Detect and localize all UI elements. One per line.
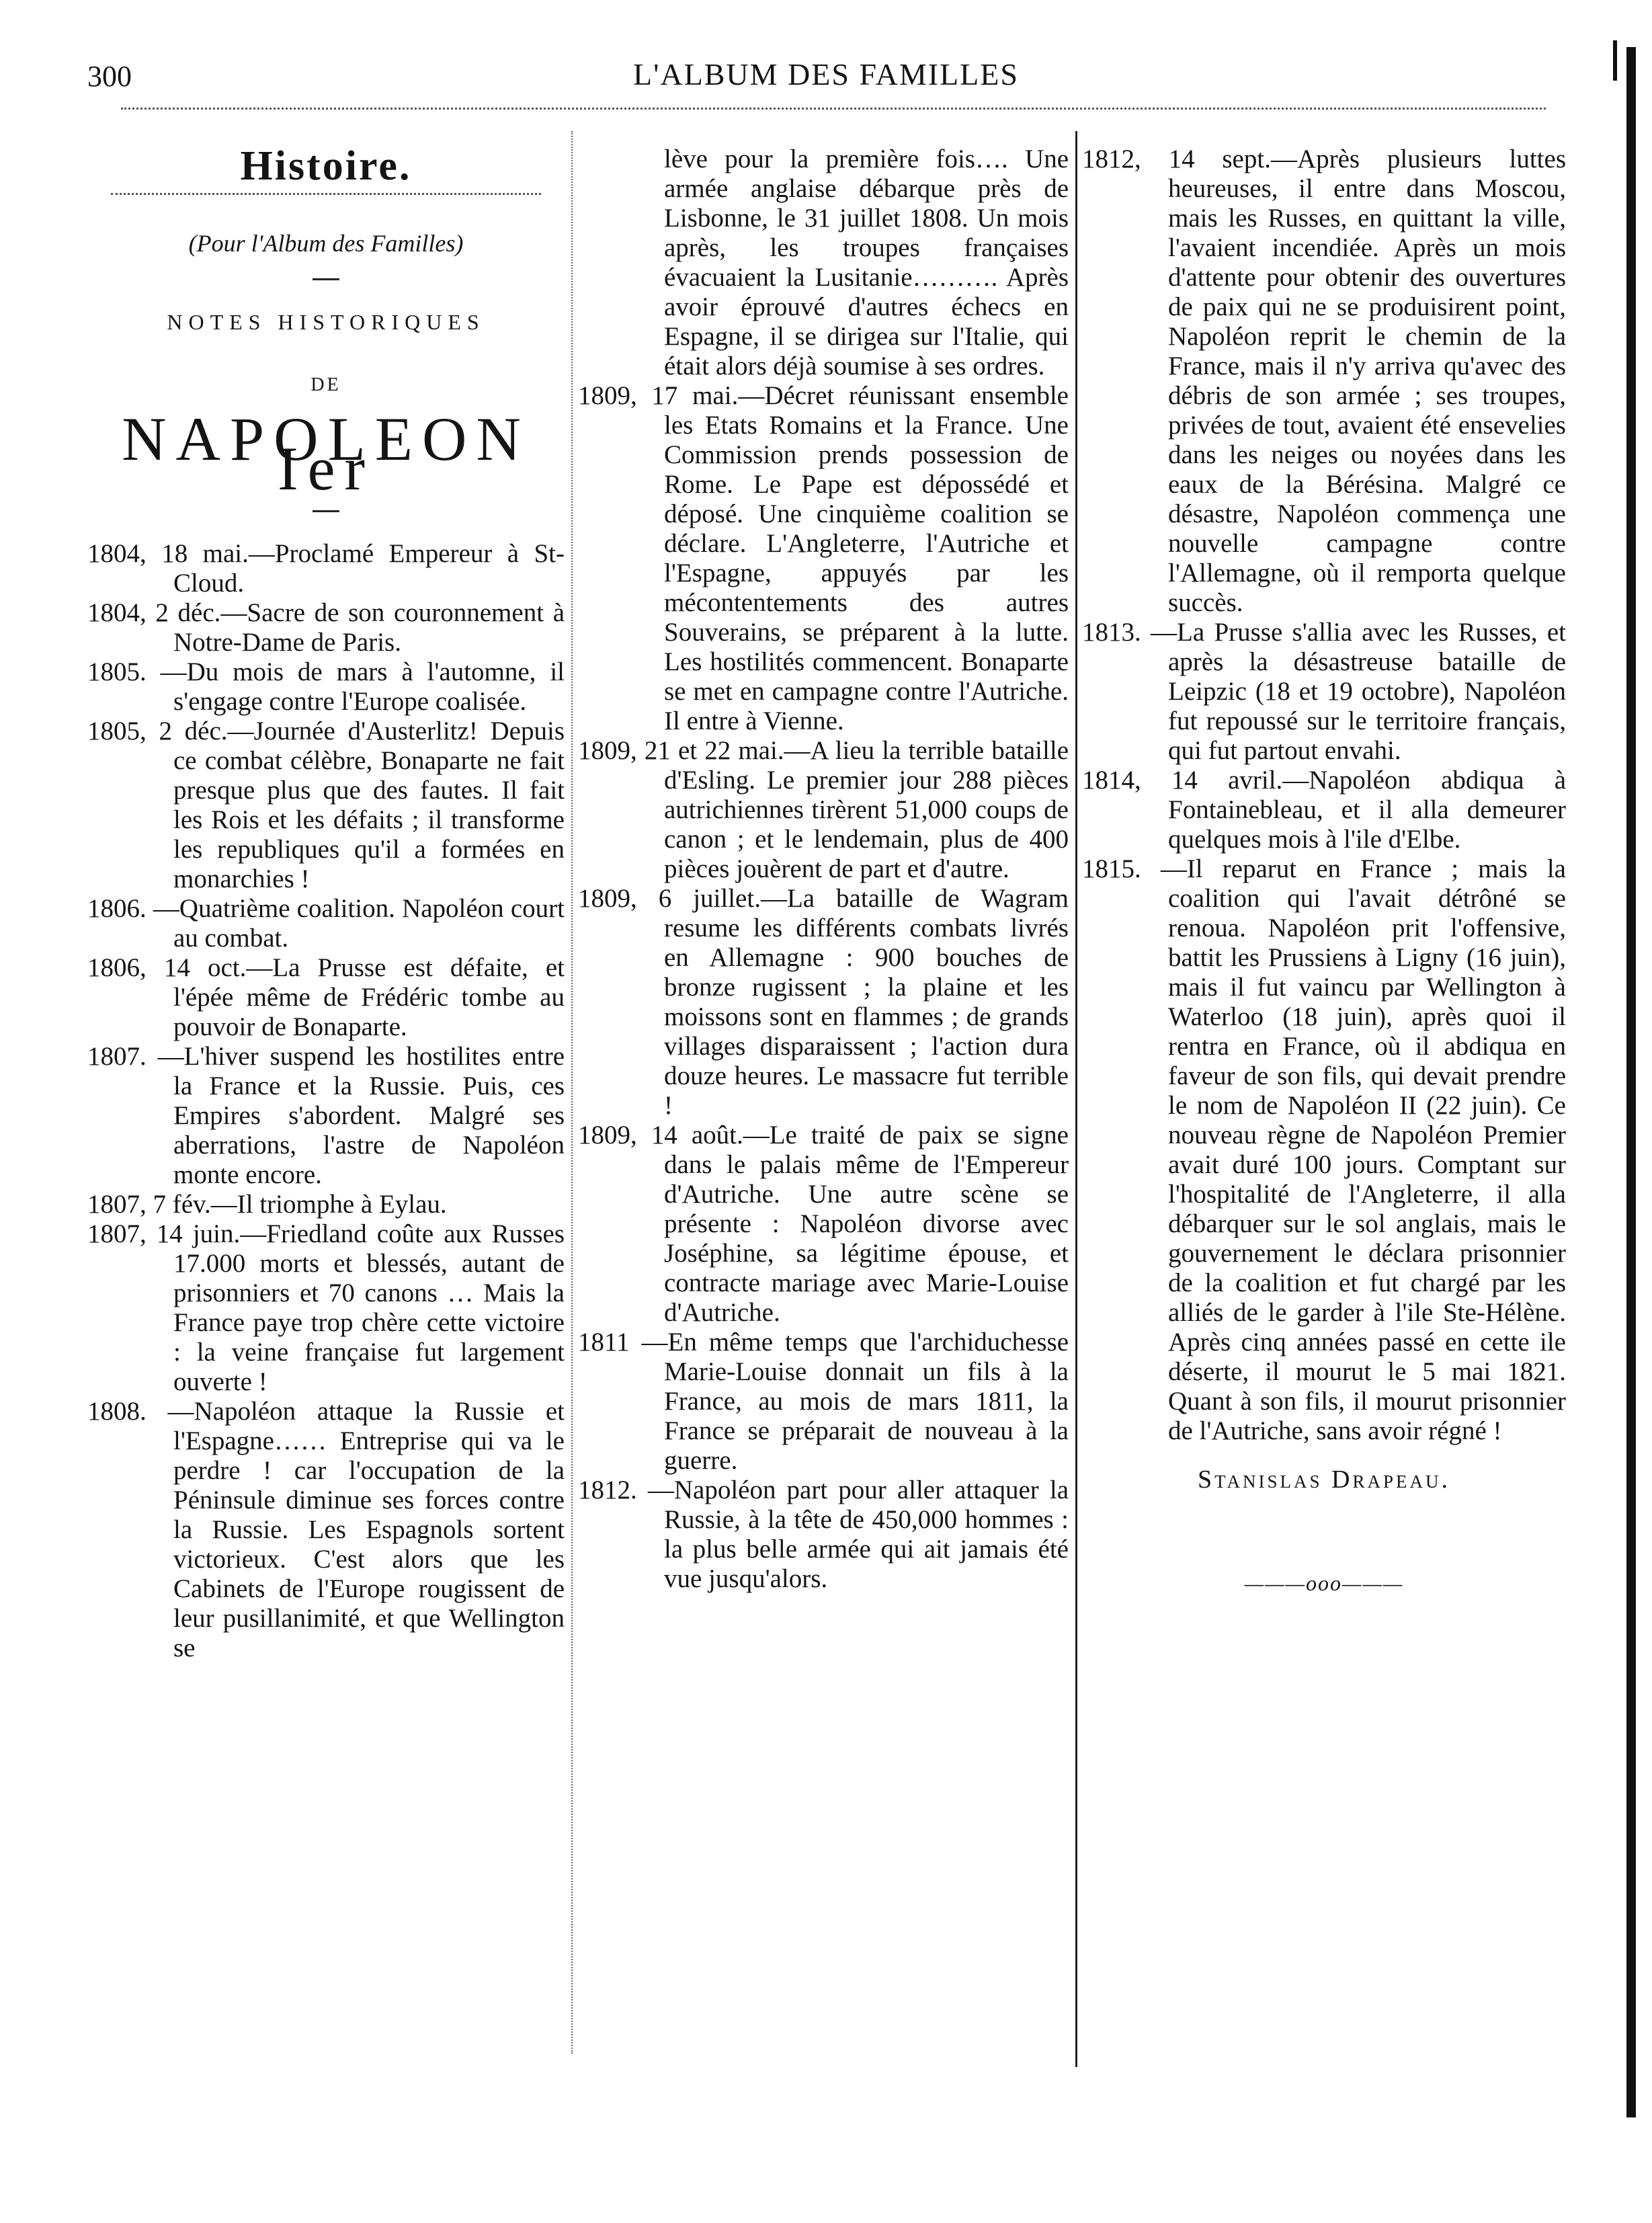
entry-text: —La Prusse s'allia avec les Russes, et après la désastreuse bataille de Leipzic (18 et 19 octobre), Napoléon fut repoussé sur le territoire français, qui fut partout envahi. [1151, 618, 1567, 765]
chronology-entry [1082, 618, 1566, 766]
chronology-entry [1082, 766, 1566, 854]
entry-text: 17 mai.—Décret réunissant ensemble les Etats Romains et la France. Une Commission prends possession de Rome. Le Pape est dépossédé et déposé. Une cinquième coalition se déclare. L'Angleterre, l'Autriche et l'Espagne, appuyés par les mécontentements des autres Souverains, se préparent à la lutte. Les hostilités commencent. Bonaparte se met en campagne contre l'Autriche. Il entre à Vienne. [651, 381, 1069, 735]
entry-text: —L'hiver suspend les hostilites entre la France et la Russie. Puis, ces Empires s'abordent. Malgré ses aberrations, l'astre de Napoléon monte encore. [157, 1042, 565, 1189]
entry-date: 1805, [87, 717, 147, 745]
entry-date: 1812. [578, 1476, 637, 1504]
entry-text: —Il reparut en France ; mais la coalition qui l'avait détrôné se renoua. Napoléon prit l'offensive, battit les Prussiens à Ligny (16 juin), mais il fut vaincu par Wellington à Waterloo (18 juin), après quoi il rentra en France, où il abdiqua en faveur de son fils, qui devait prendre le nom de Napoléon II (22 juin). Ce nouveau règne de Napoléon Premier avait duré 100 jours. Comptant sur l'hospitalité de l'Angleterre, il alla débarquer sur le sol anglais, mais le gouvernement le déclara prisonnier de la coalition et fut chargé par les alliés de le garder à l'ile Ste-Hélène. Après cinq années passé en cette ile déserte, il mourut le 5 mai 1821. Quant à son fils, il mourut prisonnier de l'Autriche, sans avoir régné ! [1160, 854, 1566, 1445]
page-edge-mark [1613, 40, 1617, 81]
chronology-entry [87, 953, 565, 1042]
entry-text: 14 avril.—Napoléon abdiqua à Fontainebleau, et il alla demeurer quelques mois à l'ile d'Elbe. [1168, 766, 1567, 854]
chronology-entry [578, 381, 1069, 736]
entry-text: —Du mois de mars à l'automne, il s'engage contre l'Europe coalisée. [160, 657, 565, 716]
entry-date: 1811 [578, 1328, 630, 1357]
entry-date: 1805. [87, 657, 147, 686]
chronology-entry [87, 1397, 565, 1663]
chronology-entry [578, 884, 1069, 1121]
entry-text: 14 sept.—Après plusieurs luttes heureuses, il entre dans Moscou, mais les Russes, en quittant la ville, l'avaient incendiée. Après un mois d'attente pour obtenir des ouvertures de paix qui ne se produisirent point, Napoléon reprit le chemin de la France, mais il n'y arriva qu'avec des débris de son armée ; ses troupes, privées de tout, avaient été ensevelies dans les neiges ou noyées dans les eaux de la Bérésina. Malgré ce désastre, Napoléon commença une nouvelle campagne contre l'Allemagne, où il remporta quelque succès. [1168, 145, 1567, 617]
entry-date: 1809, [578, 884, 637, 913]
entry-date: 1806. [87, 894, 147, 923]
title-rule [111, 193, 541, 195]
entry-text: 18 mai.—Proclamé Empereur à St-Cloud. [161, 539, 565, 598]
entry-text: —Napoléon part pour aller attaquer la Russie, à la tête de 450,000 hommes : la plus belle armée qui ait jamais été vue jusqu'alors. [647, 1476, 1069, 1593]
chronology-entry [578, 1328, 1069, 1476]
entry-text: 7 fév.—Il triomphe à Eylau. [153, 1190, 447, 1219]
entry-text: 14 août.—Le traité de paix se signe dans le palais même de l'Empereur d'Autriche. Une autre scène se présente : Napoléon divorse avec Joséphine, sa légitime épouse, et contracte mariage avec Marie-Louise d'Autriche. [651, 1121, 1069, 1327]
page-number: 300 [87, 60, 132, 93]
entry-date: 1813. [1082, 618, 1141, 647]
entries-column-3 [1082, 145, 1566, 1446]
entry-date: 1809, [578, 381, 637, 410]
entry-date: 1808. [87, 1397, 147, 1426]
entry-date: 1807. [87, 1042, 147, 1071]
chronology-entry [87, 598, 565, 657]
entry-text: 6 juillet.—La bataille de Wagram resume les différents combats livrés en Allemagne : 900 bouches de bronze rugissent ; la plaine et les moissons sont en flammes ; de grands villages disparaissent ; l'action dura douze heures. Le massacre fut terrible ! [658, 884, 1069, 1120]
entry-date: 1804, [87, 598, 147, 627]
end-mark: ———ooo——— [1244, 1571, 1404, 1595]
running-title: L'ALBUM DES FAMILLES [633, 57, 1019, 91]
separator-dash [313, 510, 339, 512]
entry-date: 1807, [87, 1219, 147, 1248]
chronology-entry [87, 539, 565, 598]
heading-de: DE [311, 374, 341, 395]
column-2 [578, 145, 1069, 1594]
column-3 [1082, 145, 1566, 1598]
entry-text: —Napoléon attaque la Russie et l'Espagne…… Entreprise qui va le perdre ! car l'occupation de la Péninsule diminue ses forces contre la Russie. Les Espagnols sortent victorieux. C'est alors que les Cabinets de l'Europe rougissent de leur pusillanimité, et que Wellington se [167, 1397, 565, 1662]
chronology-entry [87, 894, 565, 953]
entry-text: 14 oct.—La Prusse est défaite, et l'épée même de Frédéric tombe au pouvoir de Bonaparte. [163, 953, 565, 1041]
chronology-entry [87, 1042, 565, 1190]
entries-column-2 [578, 381, 1069, 1594]
entries-column-1 [87, 539, 565, 1663]
column-2-lead: lève pour la première fois…. Une armée anglaise débarque près de Lisbonne, le 31 juillet 1808. Un mois après, les troupes françaises évacuaient la Lusitanie………. Après avoir éprouvé d'autres échecs en Espagne, il se dirigea sur l'Italie, qui était alors déjà soumise à ses ordres. [664, 145, 1069, 380]
entry-date: 1814, [1082, 766, 1141, 795]
entry-date: 1804, [87, 539, 147, 568]
chronology-entry [578, 736, 1069, 884]
chronology-entry [578, 1121, 1069, 1328]
column-1 [87, 145, 565, 1663]
column-divider-2 [1075, 131, 1077, 2067]
entry-date: 1815. [1082, 854, 1141, 883]
section-title: Histoire. [240, 143, 412, 189]
separator-dash [313, 278, 339, 280]
entry-date: 1809, [578, 1121, 637, 1149]
chronology-entry [1082, 145, 1566, 618]
page-edge-shadow [1626, 47, 1636, 2117]
entry-text: —Quatrième coalition. Napoléon court au combat. [153, 894, 565, 953]
heading-notes: NOTES HISTORIQUES [167, 310, 485, 334]
entry-text: 21 et 22 mai.—A lieu la terrible bataille d'Esling. Le premier jour 288 pièces autrichiennes tirèrent 51,000 coups de canon ; et le lendemain, plus de 400 pièces jouèrent de part et d'autre. [644, 736, 1069, 883]
entry-date: 1807, [87, 1190, 147, 1219]
entry-text: —En même temps que l'archiduchesse Marie-Louise donnait un fils à la France, au mois de mars 1811, la France se préparait de nouveau à la guerre. [641, 1328, 1069, 1475]
chronology-entry [87, 657, 565, 717]
chronology-entry [578, 1476, 1069, 1594]
chronology-entry [87, 1190, 565, 1219]
entry-date: 1812, [1082, 145, 1141, 173]
chronology-entry [1082, 854, 1566, 1446]
entry-text: 14 juin.—Friedland coûte aux Russes 17.000 morts et blessés, autant de prisonniers et 70 canons … Mais la France paye trop chère cette victoire : la veine française fut largement ouverte ! [156, 1219, 565, 1396]
column-divider-1 [571, 131, 573, 2054]
entry-text: 2 déc.—Sacre de son couronnement à Notre-Dame de Paris. [155, 598, 565, 657]
chronology-entry [87, 717, 565, 894]
entry-text: 2 déc.—Journée d'Austerlitz! Depuis ce combat célèbre, Bonaparte ne fait presque plus que des fautes. Il fait les Rois et les défaits ; il transforme les republiques qu'il a formées en monarchies ! [159, 717, 565, 893]
entry-date: 1809, [578, 736, 637, 765]
header-rule [121, 108, 1546, 110]
author-signature: Stanislas Drapeau. [1198, 1465, 1450, 1494]
subtitle: (Pour l'Album des Familles) [188, 230, 464, 257]
entry-date: 1806, [87, 953, 147, 982]
heading-name: NAPOLEON Ier [122, 405, 530, 503]
chronology-entry [87, 1219, 565, 1397]
